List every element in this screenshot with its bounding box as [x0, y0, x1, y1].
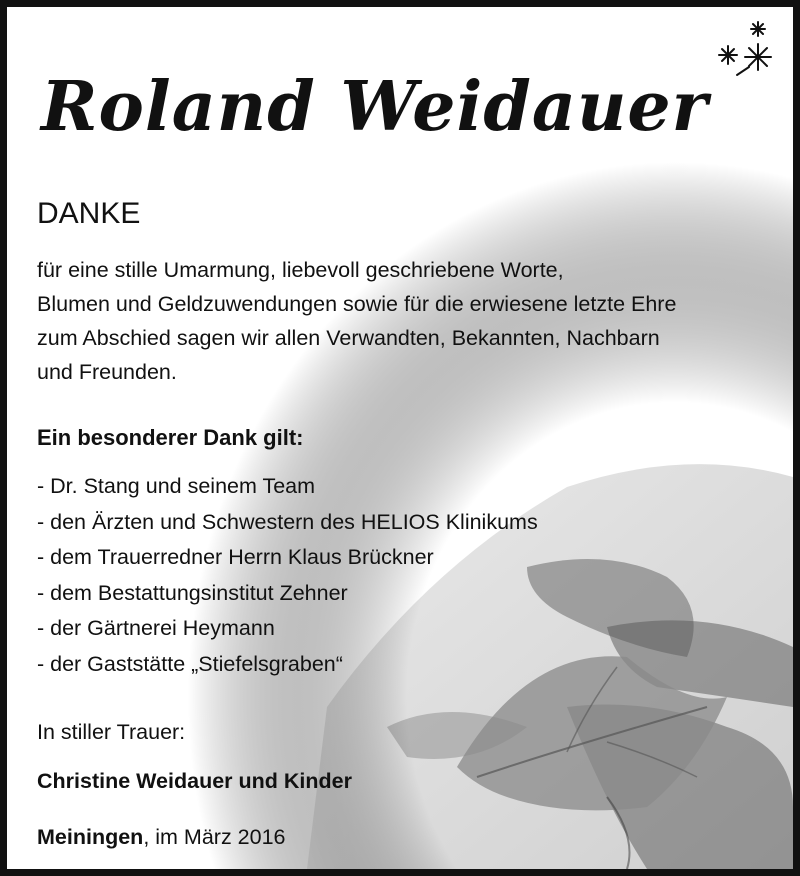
paragraph-line: für eine stille Umarmung, liebevoll geschriebene Worte, — [37, 258, 564, 282]
paragraph-line: Blumen und Geldzuwendungen sowie für die erwiesene letzte Ehre — [37, 292, 677, 316]
paragraph-line: und Freunden. — [37, 360, 177, 384]
thanks-list — [37, 469, 538, 682]
special-thanks-heading: Ein besonderer Dank gilt: — [37, 425, 304, 450]
deceased-name: Roland Weidauer — [41, 67, 709, 147]
list-item: - Dr. Stang und seinem Team — [37, 474, 316, 498]
list-item: - den Ärzten und Schwestern des HELIOS Klinikums — [37, 509, 538, 534]
paragraph-line: zum Abschied sagen wir allen Verwandten, Bekannten, Nachbarn — [37, 326, 660, 350]
date-text: , im März 2016 — [143, 825, 286, 849]
list-item: - dem Trauerredner Herrn Klaus Brückner — [37, 545, 434, 569]
family-signature: Christine Weidauer und Kinder — [37, 769, 352, 793]
mourning-label: In stiller Trauer: — [37, 720, 186, 744]
list-item: - der Gärtnerei Heymann — [37, 616, 275, 640]
place-name: Meiningen — [37, 825, 144, 849]
thanks-paragraph — [37, 253, 757, 389]
thanks-heading: DANKE — [37, 197, 141, 230]
place-date — [37, 825, 286, 850]
list-item: - dem Bestattungsinstitut Zehner — [37, 580, 348, 605]
list-item: - der Gaststätte „Stiefelsgraben“ — [37, 651, 343, 676]
